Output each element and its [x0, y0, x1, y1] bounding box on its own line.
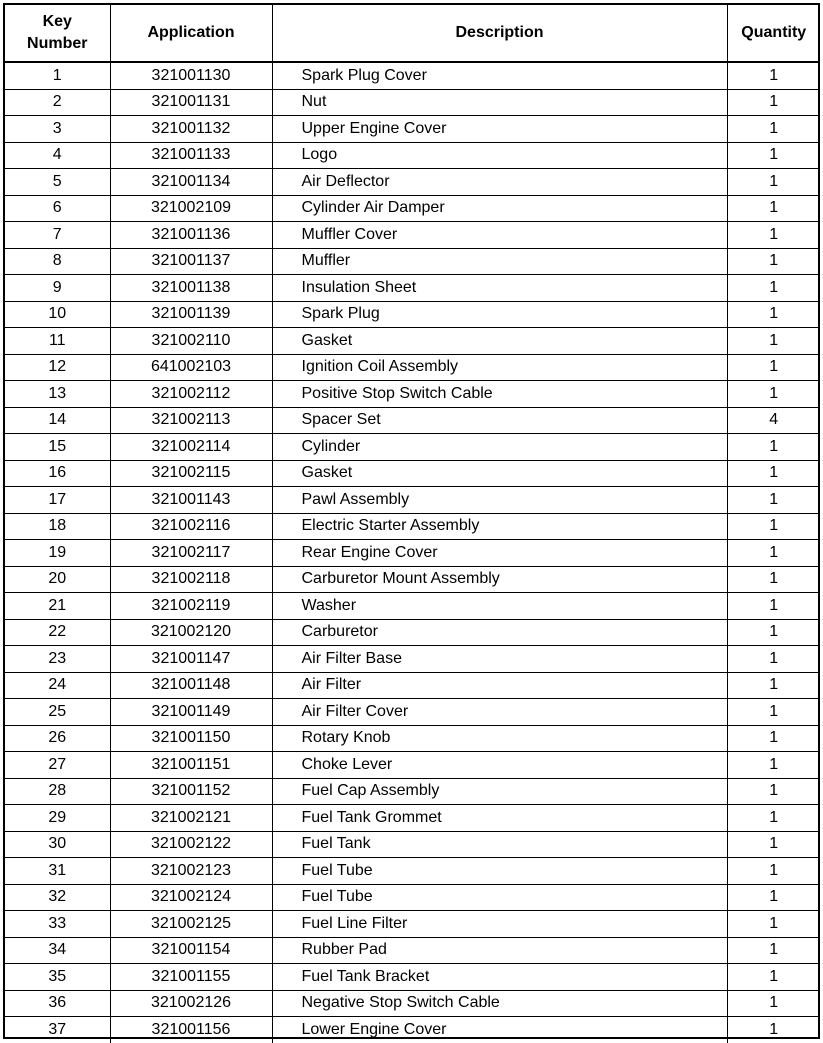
quantity-cell: 1	[727, 566, 820, 593]
key-cell: 26	[5, 725, 110, 752]
key-cell: 29	[5, 805, 110, 832]
table-row	[5, 513, 820, 540]
key-cell: 36	[5, 990, 110, 1017]
description-cell: Spacer Set	[272, 407, 727, 434]
description-cell: Negative Stop Switch Cable	[272, 990, 727, 1017]
description-cell: Gasket	[272, 460, 727, 487]
key-cell: 34	[5, 937, 110, 964]
key-cell: 28	[5, 778, 110, 805]
description-cell: Air Filter Base	[272, 646, 727, 673]
key-cell: 37	[5, 1017, 110, 1043]
application-cell: 321001151	[110, 752, 272, 779]
table-row	[5, 964, 820, 991]
application-cell: 321002114	[110, 434, 272, 461]
description-cell: Gasket	[272, 328, 727, 355]
table-row	[5, 248, 820, 275]
application-cell: 321001148	[110, 672, 272, 699]
quantity-cell: 1	[727, 990, 820, 1017]
table-row	[5, 275, 820, 302]
description-cell: Fuel Tank Grommet	[272, 805, 727, 832]
description-cell: Fuel Tank	[272, 831, 727, 858]
key-cell: 31	[5, 858, 110, 885]
application-cell: 321001152	[110, 778, 272, 805]
key-cell: 14	[5, 407, 110, 434]
header-key-number	[5, 5, 110, 62]
key-cell: 19	[5, 540, 110, 567]
description-cell: Insulation Sheet	[272, 275, 727, 302]
key-cell: 11	[5, 328, 110, 355]
header-description: Description	[272, 5, 727, 62]
quantity-cell: 1	[727, 487, 820, 514]
quantity-cell: 1	[727, 540, 820, 567]
description-cell: Electric Starter Assembly	[272, 513, 727, 540]
key-cell: 2	[5, 89, 110, 116]
key-cell: 1	[5, 62, 110, 89]
quantity-cell: 4	[727, 407, 820, 434]
table-row	[5, 911, 820, 938]
application-cell: 321002118	[110, 566, 272, 593]
description-cell: Choke Lever	[272, 752, 727, 779]
quantity-cell: 1	[769, 1020, 779, 1038]
application-cell: 321001136	[110, 222, 272, 249]
key-cell: 32	[5, 884, 110, 911]
description-cell: Rear Engine Cover	[272, 540, 727, 567]
application-cell: 321002125	[110, 911, 272, 938]
quantity-cell: 1	[727, 328, 820, 355]
quantity-cell: 1	[727, 116, 820, 143]
key-cell: 9	[5, 275, 110, 302]
description-cell: Spark Plug	[272, 301, 727, 328]
application-cell: 321001147	[110, 646, 272, 673]
key-cell: 5	[5, 169, 110, 196]
table-row	[5, 434, 820, 461]
key-cell: 33	[5, 911, 110, 938]
header-key-line1: Key	[42, 12, 72, 30]
key-cell: 12	[5, 354, 110, 381]
table-row	[5, 672, 820, 699]
key-cell: 7	[5, 222, 110, 249]
header-application: Application	[110, 5, 272, 62]
quantity-cell: 1	[727, 778, 820, 805]
description-cell: Spark Plug Cover	[272, 62, 727, 89]
key-cell: 20	[5, 566, 110, 593]
table-row	[5, 142, 820, 169]
table-row	[5, 328, 820, 355]
quantity-cell: 1	[727, 169, 820, 196]
description-cell: Carburetor	[272, 619, 727, 646]
parts-table	[5, 5, 820, 1043]
application-cell: 321002113	[110, 407, 272, 434]
description-cell: Air Filter Cover	[272, 699, 727, 726]
quantity-cell: 1	[727, 884, 820, 911]
key-cell: 35	[5, 964, 110, 991]
description-cell: Fuel Tube	[272, 884, 727, 911]
table-row	[5, 752, 820, 779]
table-body	[5, 62, 820, 1043]
parts-table-container	[3, 3, 820, 1039]
key-cell: 21	[5, 593, 110, 620]
quantity-cell: 1	[727, 62, 820, 89]
table-row	[5, 619, 820, 646]
key-cell: 25	[5, 699, 110, 726]
table-row	[5, 487, 820, 514]
description-cell: Fuel Line Filter	[272, 911, 727, 938]
application-cell: 321002124	[110, 884, 272, 911]
quantity-cell: 1	[727, 195, 820, 222]
application-cell: 321001137	[110, 248, 272, 275]
key-cell: 3	[5, 116, 110, 143]
table-row	[5, 884, 820, 911]
application-cell: 321001143	[110, 487, 272, 514]
quantity-cell: 1	[727, 699, 820, 726]
quantity-cell: 1	[727, 964, 820, 991]
quantity-cell: 1	[727, 381, 820, 408]
application-cell: 321001154	[110, 937, 272, 964]
quantity-cell: 1	[727, 142, 820, 169]
table-row	[5, 990, 820, 1017]
description-cell: Muffler	[272, 248, 727, 275]
table-row	[5, 805, 820, 832]
application-cell: 321002117	[110, 540, 272, 567]
application-cell: 321002126	[110, 990, 272, 1017]
table-row	[5, 89, 820, 116]
table-row	[5, 778, 820, 805]
application-cell: 641002103	[110, 354, 272, 381]
description-cell: Rotary Knob	[272, 725, 727, 752]
table-row	[5, 460, 820, 487]
description-cell: Ignition Coil Assembly	[272, 354, 727, 381]
key-cell: 4	[5, 142, 110, 169]
table-row	[5, 937, 820, 964]
quantity-cell: 1	[727, 434, 820, 461]
description-cell: Upper Engine Cover	[272, 116, 727, 143]
header-key-line2: Number	[27, 35, 88, 52]
application-cell: 321002112	[110, 381, 272, 408]
description-cell: Air Filter	[272, 672, 727, 699]
table-row	[5, 1017, 820, 1043]
key-cell: 13	[5, 381, 110, 408]
application-cell: 321002109	[110, 195, 272, 222]
table-row	[5, 831, 820, 858]
quantity-cell: 1	[727, 593, 820, 620]
application-cell: 321001155	[110, 964, 272, 991]
description-cell: Fuel Tube	[272, 858, 727, 885]
quantity-cell: 1	[727, 937, 820, 964]
quantity-cell: 1	[727, 513, 820, 540]
table-row	[5, 354, 820, 381]
application-cell: 321001138	[110, 275, 272, 302]
key-cell: 18	[5, 513, 110, 540]
description-cell: Pawl Assembly	[272, 487, 727, 514]
quantity-cell: 1	[727, 831, 820, 858]
description-cell: Muffler Cover	[272, 222, 727, 249]
table-row	[5, 646, 820, 673]
description-cell: Washer	[272, 593, 727, 620]
table-row	[5, 169, 820, 196]
description-cell: Fuel Cap Assembly	[272, 778, 727, 805]
quantity-cell: 1	[727, 248, 820, 275]
quantity-cell: 1	[727, 725, 820, 752]
application-cell: 321001139	[110, 301, 272, 328]
table-row	[5, 593, 820, 620]
application-cell: 321002119	[110, 593, 272, 620]
application-cell: 321002123	[110, 858, 272, 885]
application-cell: 321002115	[110, 460, 272, 487]
quantity-cell: 1	[727, 460, 820, 487]
description-cell: Logo	[272, 142, 727, 169]
quantity-cell: 1	[727, 672, 820, 699]
quantity-cell: 1	[727, 858, 820, 885]
key-cell: 6	[5, 195, 110, 222]
table-row	[5, 566, 820, 593]
quantity-cell: 1	[727, 222, 820, 249]
quantity-cell: 1	[727, 619, 820, 646]
quantity-cell: 1	[727, 354, 820, 381]
application-cell: 321001132	[110, 116, 272, 143]
table-row	[5, 858, 820, 885]
description-cell: Cylinder	[272, 434, 727, 461]
application-cell: 321001156	[110, 1017, 272, 1043]
application-cell: 321001131	[110, 89, 272, 116]
table-row	[5, 725, 820, 752]
application-cell: 321001130	[110, 62, 272, 89]
quantity-cell: 1	[727, 89, 820, 116]
quantity-cell: 1	[727, 911, 820, 938]
description-cell: Carburetor Mount Assembly	[272, 566, 727, 593]
quantity-cell: 1	[727, 301, 820, 328]
quantity-cell: 1	[727, 752, 820, 779]
key-cell: 8	[5, 248, 110, 275]
application-cell: 321002120	[110, 619, 272, 646]
table-row	[5, 699, 820, 726]
description-cell: Rubber Pad	[272, 937, 727, 964]
table-row	[5, 195, 820, 222]
key-cell: 10	[5, 301, 110, 328]
header-quantity: Quantity	[727, 5, 820, 62]
description-cell: Air Deflector	[272, 169, 727, 196]
table-row	[5, 407, 820, 434]
table-row	[5, 301, 820, 328]
description-cell: Fuel Tank Bracket	[272, 964, 727, 991]
description-cell: Nut	[272, 89, 727, 116]
table-row	[5, 381, 820, 408]
header-row	[5, 5, 820, 62]
description-cell: Cylinder Air Damper	[272, 195, 727, 222]
table-row	[5, 540, 820, 567]
application-cell: 321001134	[110, 169, 272, 196]
key-cell: 27	[5, 752, 110, 779]
key-cell: 22	[5, 619, 110, 646]
quantity-cell: 1	[727, 805, 820, 832]
application-cell: 321002121	[110, 805, 272, 832]
table-row	[5, 62, 820, 89]
description-cell: Lower Engine Cover	[272, 1017, 727, 1043]
application-cell: 321002116	[110, 513, 272, 540]
key-cell: 16	[5, 460, 110, 487]
application-cell: 321001150	[110, 725, 272, 752]
application-cell: 321002122	[110, 831, 272, 858]
key-cell: 17	[5, 487, 110, 514]
key-cell: 30	[5, 831, 110, 858]
application-cell: 321002110	[110, 328, 272, 355]
key-cell: 23	[5, 646, 110, 673]
description-cell: Positive Stop Switch Cable	[272, 381, 727, 408]
quantity-cell: 1	[727, 646, 820, 673]
table-row	[5, 222, 820, 249]
table-row	[5, 116, 820, 143]
key-cell: 24	[5, 672, 110, 699]
application-cell: 321001149	[110, 699, 272, 726]
application-cell: 321001133	[110, 142, 272, 169]
key-cell: 15	[5, 434, 110, 461]
quantity-cell: 1	[727, 275, 820, 302]
